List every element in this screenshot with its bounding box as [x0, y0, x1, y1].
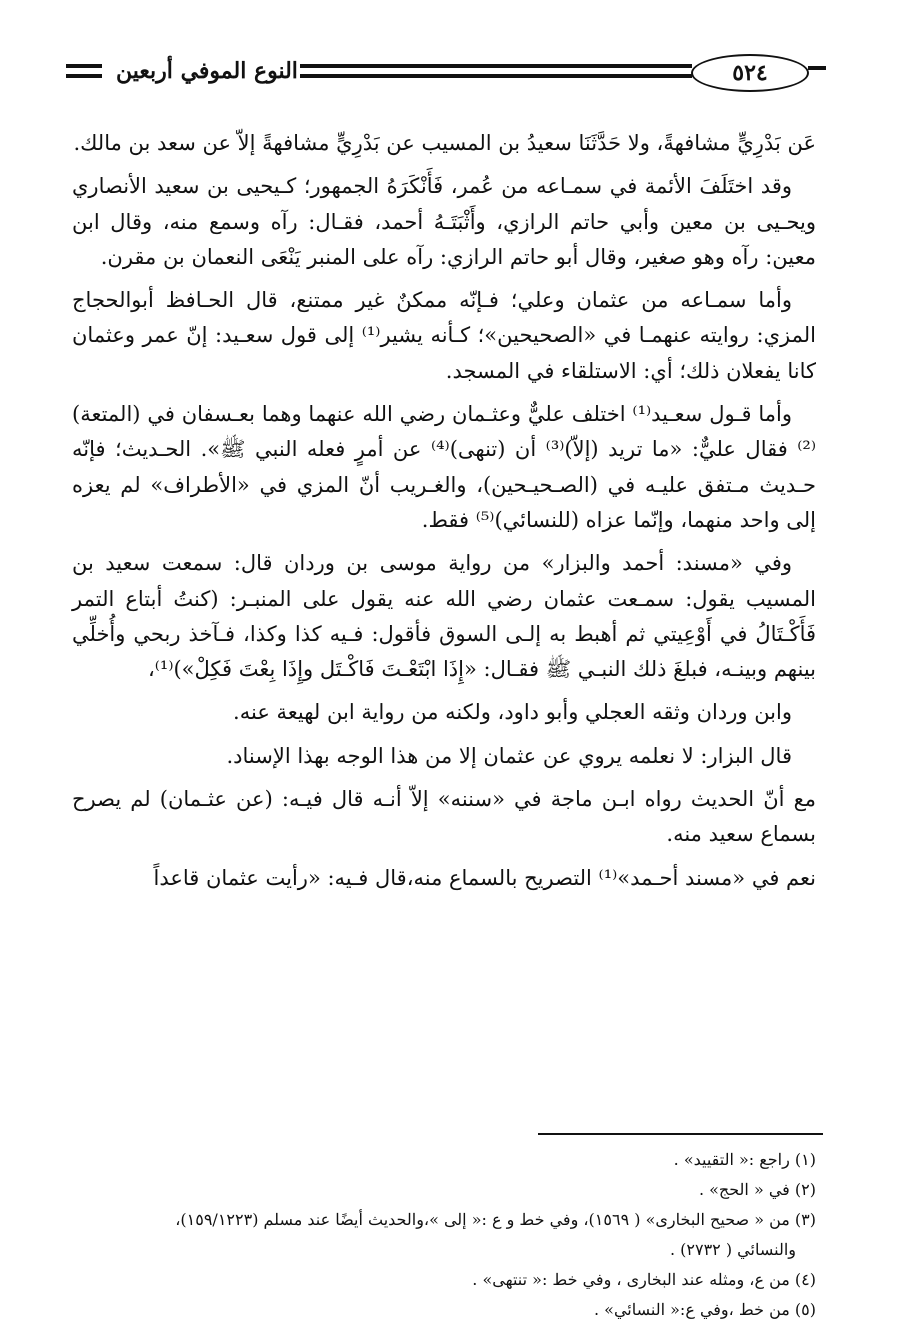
footnote-5: (٥) من خط ،وفي ع:« النسائي» . — [594, 1300, 816, 1319]
paragraph: وأما سمـاعه من عثمان وعلي؛ فـإنّه ممكنٌ غير ممتنع، قال الحـافظ أبوالحجاج المزي: روايته عنهمـا في «الصحيحين»؛ كـأنه يشير⁽¹⁾ إلى قول سعـيد: إنّ عمر وعثمان كانا يفعلان ذلك؛ أي: الاستلقاء في المسجد. — [72, 288, 817, 383]
header-title: النوع الموفي أربعين — [116, 58, 298, 84]
footnotes — [76, 1145, 816, 1325]
header-rule-right — [808, 66, 826, 70]
paragraph: مع أنّ الحديث رواه ابـن ماجة في «سننه» إلاّ أنـه قال فيـه: (عن عثـمان) لم يصرح بسماع سعيد منه. — [72, 787, 816, 847]
header-rule-left-thick — [66, 64, 102, 68]
footnote-separator — [538, 1133, 823, 1135]
footnote-3-continuation: والنسائي ( ٢٧٣٢) . — [669, 1240, 796, 1259]
paragraph: وابن وردان وثقه العجلي وأبو داود، ولكنه من رواية ابن لهيعة عنه. — [233, 700, 792, 725]
paragraph: وأما قـول سعـيد⁽¹⁾ اختلف عليٌّ وعثـمان رضي الله عنهما وهما بعـسفان في (المتعة)⁽²⁾ فقال عليٌّ: «ما تريد (إلاّ)⁽³⁾ أن (تنهى)⁽⁴⁾ عن أمرٍ فعله النبي ﷺ». الحـديث؛ فإنّه حـديث مـتفق عليـه في (الصـحيـحين)، والغـريب أنّ المزي في «الأطراف» لم يعزه إلى واحد منهما، وإنّما عزاه (للنسائي)⁽⁵⁾ فقط. — [72, 402, 816, 532]
footnote-2: (٢) في « الحج» . — [698, 1180, 816, 1199]
footnote-1: (١) راجع :« التقييد» . — [673, 1150, 816, 1169]
footnote-4: (٤) من ع، ومثله عند البخارى ، وفي خط :« تنتهى» . — [472, 1270, 816, 1289]
running-header — [66, 52, 826, 96]
page-number: ٥٢٤ — [691, 54, 809, 92]
paragraph: عَن بَدْرِيٍّ مشافهةً، ولا حَدَّثَنَا سعيدُ بن المسيب عن بَدْرِيٍّ مشافهةً إلاّ عن سعد بن مالك. — [73, 131, 816, 155]
header-rule-middle-thick-2 — [300, 74, 692, 78]
paragraph: قال البزار: لا نعلمه يروي عن عثمان إلا من هذا الوجه بهذا الإسناد. — [226, 743, 792, 768]
main-text — [72, 126, 816, 904]
paragraph: وقد اختَلَفَ الأئمة في سمـاعه من عُمر، فَأَنْكَرَهُ الجمهور؛ كـيحيى بن سعيد الأنصاري ويحـيى بن معين وأبي حاتم الرازي، وأَثْبَتَـهُ أحمد، فقـال: رآه وسمع منه، وقال ابن معين: رآه وهو صغير، وقال أبو حاتم الرازي: رآه على المنبر يَنْعَى النعمان بن مقرن. — [72, 174, 816, 269]
footnote-3: (٣) من « صحيح البخارى» ( ١٥٦٩)، وفي خط و ع :« إلى »،والحديث أيضًا عند مسلم (١٥٩/١٢٢٣)، — [175, 1210, 816, 1229]
paragraph: وفي «مسند: أحمد والبزار» من رواية موسى بن وردان قال: سمعت سعيد بن المسيب يقول: سمـعت عثمان رضي الله عنه يقول على المنبـر: (كنتُ أبتاع التمر فَأَكْـتَالُ في أَوْعِيتي ثم أهبط به إلـى السوق فأقول: فـيه كذا وكذا، فـآخذ ربحي وأُخلِّي بينهم وبينـه، فبلغَ ذلك النبـي ﷺ فقـال: «إِذَا ابْتَعْـتَ فَاكْـتَل وإِذَا بِعْتَ فَكِلْ»)⁽¹⁾، — [72, 551, 816, 682]
header-rule-middle-thick — [300, 64, 692, 68]
header-rule-left-thick-2 — [66, 74, 102, 78]
paragraph: نعم في «مسند أحـمد»⁽¹⁾ التصريح بالسماع منه،قال فـيه: «رأيت عثمان قاعداً — [153, 865, 816, 890]
